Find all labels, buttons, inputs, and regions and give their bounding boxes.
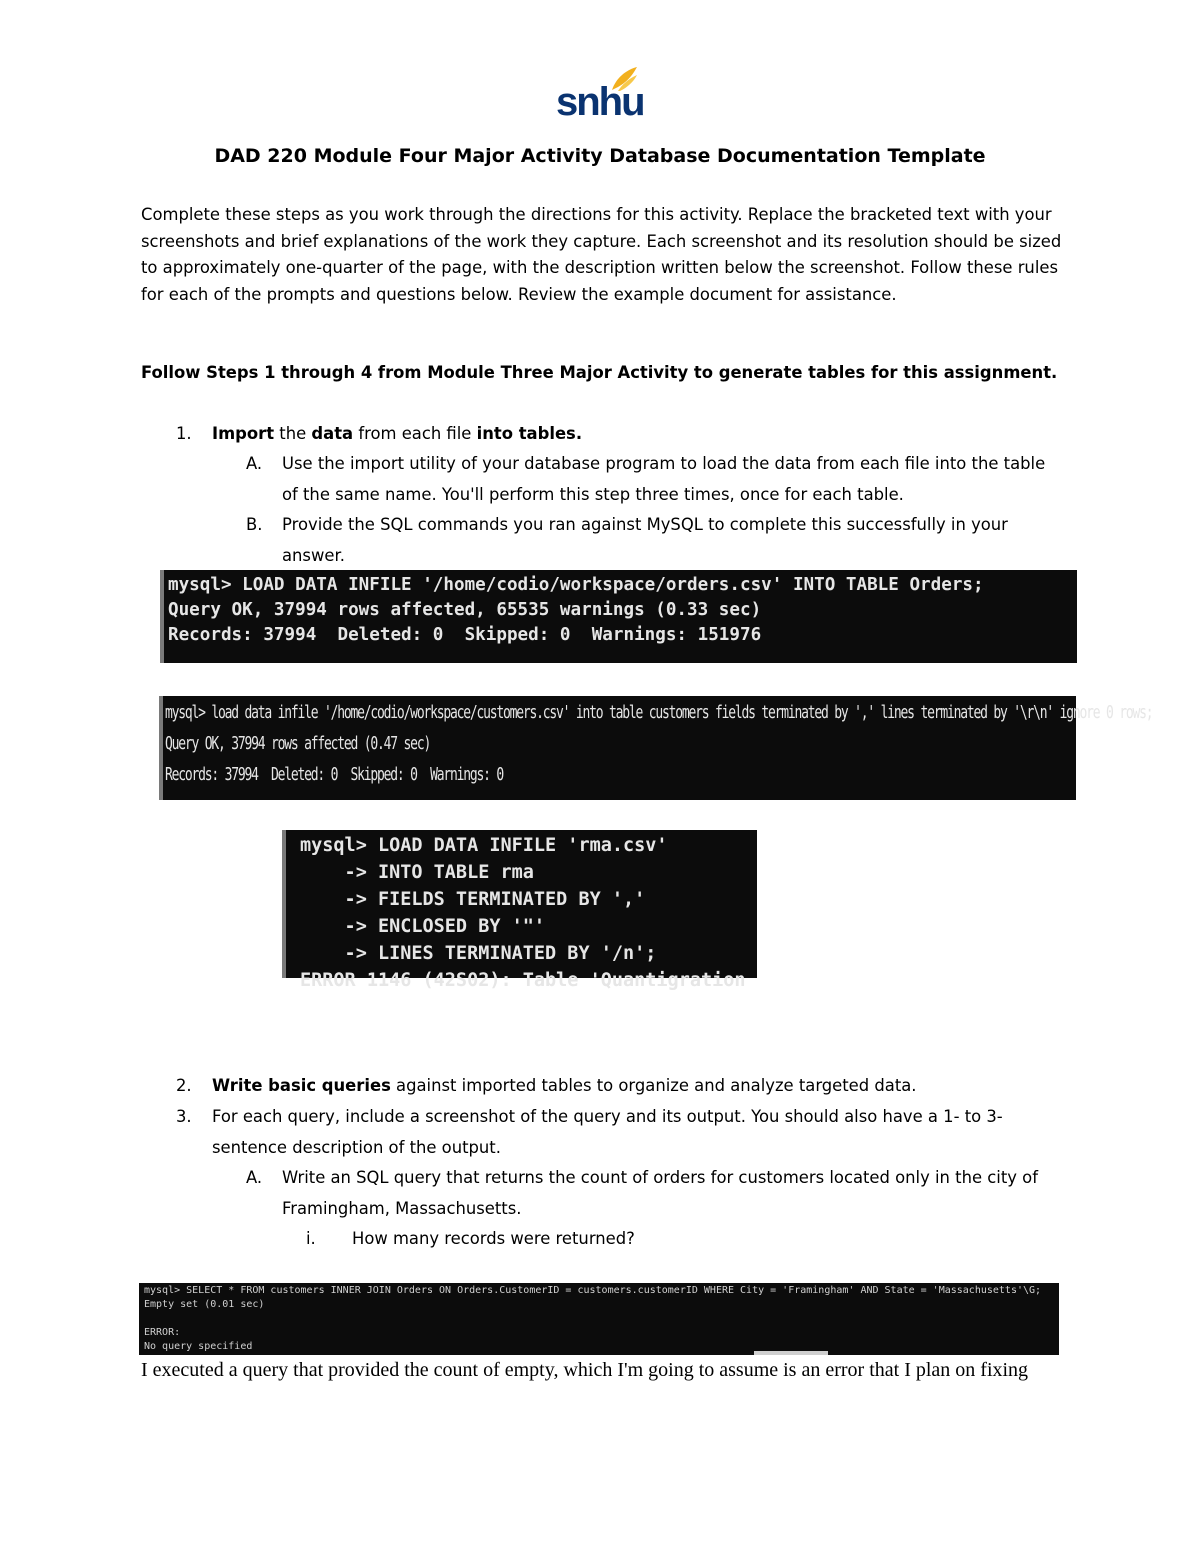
step-3a-text: Write an SQL query that returns the count of orders for customers located only in the city of Framingham, Massachusetts. [282, 1168, 1038, 1218]
terminal-line: Records: 37994 Deleted: 0 Skipped: 0 Warnings: 151976 [168, 625, 762, 645]
step-2-number: 2. [176, 1076, 192, 1095]
step-2-text: Write basic queries against imported tables to organize and analyze targeted data. [212, 1076, 917, 1095]
scrollbar-thumb [754, 1351, 828, 1355]
terminal-line: mysql> LOAD DATA INFILE '/home/codio/workspace/orders.csv' INTO TABLE Orders; [168, 575, 984, 595]
terminal-line: ERROR: [144, 1327, 181, 1338]
step-1a-label: A. [246, 454, 263, 473]
terminal-line: Records: 37994 Deleted: 0 Skipped: 0 Warnings: 0 [165, 765, 503, 786]
step-1-number: 1. [176, 424, 192, 443]
step-1a-text: Use the import utility of your database program to load the data from each file into the table of the same name. You'll perform this step three times, once for each table. [282, 454, 1046, 504]
terminal-line: Query OK, 37994 rows affected (0.47 sec) [165, 734, 431, 755]
rma-import-screenshot [282, 830, 757, 991]
step-1b-label: B. [246, 515, 263, 534]
terminal-line: No query specified [144, 1341, 253, 1352]
step-3a-i-label: i. [306, 1229, 316, 1248]
intro-paragraph: Complete these steps as you work through the directions for this activity. Replace the bracketed text with your screenshots and brief explanations of the work they capture. Each screenshot and its resolution should be sized to approximately one-quarter of the page, with the description written below the screenshot. Follow these rules for each of the prompts and questions below. Review the example document for assistance. [141, 205, 1062, 304]
step-1-text: Import the data from each file into tables. [212, 424, 583, 443]
customers-import-screenshot [159, 696, 1153, 800]
terminal-line: -> ENCLOSED BY '"' [300, 916, 546, 937]
terminal-line: Query OK, 37994 rows affected, 65535 warnings (0.33 sec) [168, 600, 762, 620]
step-1b-text: Provide the SQL commands you ran against MySQL to complete this successfully in your answer. [282, 515, 1008, 565]
step-3a-i-text: How many records were returned? [352, 1229, 635, 1248]
terminal-line: -> LINES TERMINATED BY '/n'; [300, 943, 657, 964]
page-title: DAD 220 Module Four Major Activity Database Documentation Template [214, 145, 986, 167]
terminal-line: mysql> SELECT * FROM customers INNER JOIN Orders ON Orders.CustomerID = customers.customerID WHERE City = 'Framingham' AND State = 'Massachusetts'\G; [144, 1285, 1042, 1296]
answer-paragraph: I executed a query that provided the count of empty, which I'm going to assume is an error that I plan on fixing [141, 1359, 1029, 1381]
terminal-line: mysql> load data infile '/home/codio/workspace/customers.csv' into table customers fields terminated by ',' lines terminated by '\r\n' ignore 0 rows; [165, 703, 1153, 724]
terminal-line: ERROR 1146 (42S02): Table 'Quantigration [300, 970, 746, 991]
framingham-query-screenshot [139, 1283, 1059, 1355]
instruction-paragraph: Follow Steps 1 through 4 from Module Three Major Activity to generate tables for this assignment. [141, 363, 1058, 382]
orders-import-screenshot [160, 570, 1077, 663]
snhu-logo [556, 66, 644, 124]
step-3-text: For each query, include a screenshot of the query and its output. You should also have a 1- to 3-sentence description of the output. [212, 1107, 1003, 1157]
terminal-line [144, 1312, 1059, 1326]
step-3-number: 3. [176, 1107, 192, 1126]
terminal-line: Empty set (0.01 sec) [144, 1299, 265, 1310]
step-3a-label: A. [246, 1168, 263, 1187]
logo-wordmark: snhu [556, 80, 644, 124]
terminal-line: -> FIELDS TERMINATED BY ',' [300, 889, 646, 910]
terminal-line: mysql> LOAD DATA INFILE 'rma.csv' [300, 835, 668, 856]
terminal-line: -> INTO TABLE rma [300, 862, 534, 883]
